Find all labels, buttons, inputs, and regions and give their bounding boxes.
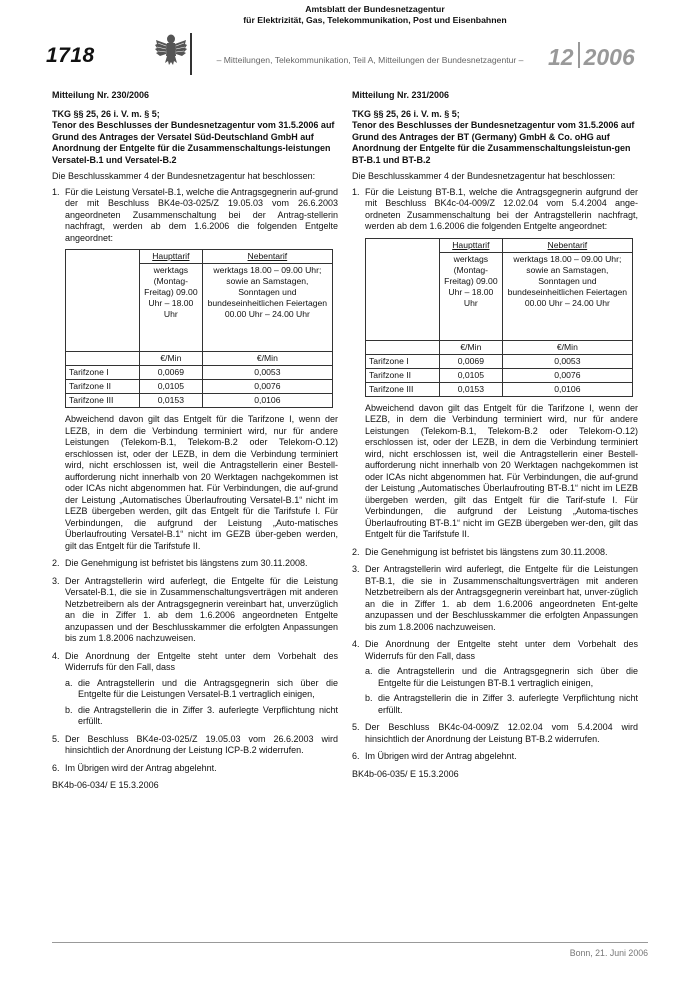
unit-haupt-cell: €/Min [440, 340, 503, 354]
decision-item-5 [52, 734, 338, 757]
item-number: 4. [352, 639, 360, 649]
item-number: 3. [52, 575, 60, 586]
condition-letter: a. [365, 666, 373, 676]
zone-cell: Tarifzone I [66, 366, 140, 380]
table-unit-row [366, 340, 633, 354]
item-number: 3. [352, 564, 360, 574]
neben-value-cell: 0,0053 [502, 354, 632, 368]
decision-list [352, 187, 638, 763]
decision-item-2 [352, 547, 638, 559]
condition-item-b [365, 693, 638, 716]
haupt-value-cell: 0,0153 [440, 382, 503, 396]
journal-title-line1: Amtsblatt der Bundesnetzagentur [305, 4, 445, 14]
unit-empty-cell [66, 352, 140, 366]
item-paragraph: Abweichend davon gilt das Entgelt für die Tarifzone I, wenn der LEZB, in dem die Verbindung terminiert wird, nur für andere Leistungen (Telekom-B.1, Telekom-B.2 oder Telekom-O.12) erschlossen ist, oder der LEZB, in dem die Verbindung terminiert wird, nicht erschlossen ist, weil die Antragstellerin einer Bestell-aufforderung nicht innerhalb von 20 Werktagen nachgekommen ist oder ICAs nicht abgenommen hat. Für Verbindungen, die auf-grund der Leistung „Automatisches Überlaufrouting Versatel-B.1“ nicht im LEZB übergeben werden, gilt das Entgelt für die Tarifstufe I. Für Verbindungen, die aufgrund der Leistung „Auto-matisches Überlaufrouting Versatel-B.1“ nicht im GEZB über-geben werden, gilt das Entgelt für die Tarifstufe II. [65, 414, 338, 551]
neben-value-cell: 0,0106 [202, 394, 332, 408]
item-number: 5. [52, 733, 60, 744]
item-text: Für die Leistung Versatel-B.1, welche die Antragsgegnerin auf-grund der mit Beschluss BK4e-03-025/Z 19.05.03 vom 26.6.2003 angeordneten Zusammenschaltung bei der Antrag-stellerin nachfragt, werden ab dem 1.6.2006 die folgenden Entgelte angeordnet: [65, 186, 338, 243]
neben-time-cell: werktags 18.00 – 09.00 Uhr; sowie an Samstagen, Sonntagen und bundeseinheitlichen Feiertagen 00.00 Uhr – 24.00 Uhr [502, 252, 632, 340]
journal-subtitle: – Mitteilungen, Telekommunikation, Teil A, Mitteilungen der Bundesnetzagentur – [216, 55, 524, 65]
col-header-nebentarif: Nebentarif [502, 238, 632, 252]
decision-item-4 [352, 639, 638, 716]
rate-table [65, 249, 333, 408]
issue-separator [578, 42, 580, 68]
notice-number: Mitteilung Nr. 230/2006 [52, 90, 150, 100]
notice-intro: Die Beschlusskammer 4 der Bundesnetzagentur hat beschlossen: [52, 171, 316, 181]
item-text: Die Anordnung der Entgelte steht unter dem Vorbehalt des Widerrufs für den Fall, dass [65, 650, 338, 672]
notice-heading [352, 109, 638, 167]
item-text: Der Beschluss BK4e-03-025/Z 19.05.03 vom 26.6.2003 wird hinsichtlich der Anordnung der Leistung ICP-B.2 widerrufen. [65, 733, 338, 755]
item-number: 1. [352, 186, 360, 197]
decision-item-5 [352, 722, 638, 745]
col-header-haupttarif: Haupttarif [140, 250, 203, 264]
unit-haupt-cell: €/Min [140, 352, 203, 366]
footer-divider [52, 942, 648, 943]
decision-item-4 [52, 651, 338, 728]
item-text: Im Übrigen wird der Antrag abgelehnt. [365, 751, 517, 761]
haupt-value-cell: 0,0105 [140, 380, 203, 394]
item-text: Die Genehmigung ist befristet bis längstens zum 30.11.2008. [65, 558, 308, 568]
condition-list [365, 666, 638, 716]
table-row [66, 380, 333, 394]
column-right [352, 90, 638, 780]
item-text: Für die Leistung BT-B.1, welche die Antragsgegnerin aufgrund der mit Beschluss BK4c-04-009/Z 12.02.04 vom 5.4.2004 ange-ordneten Zusammenschaltung bei der Antragstellerin nachfragt, werden ab dem 1.6.2006 die folgenden Entgelte angeordnet: [365, 186, 638, 231]
item-number: 6. [352, 751, 360, 761]
condition-list [65, 678, 338, 728]
unit-neben-cell: €/Min [202, 352, 332, 366]
decision-item-3 [52, 576, 338, 645]
condition-letter: b. [65, 704, 73, 715]
unit-neben-cell: €/Min [502, 340, 632, 354]
notice-number: Mitteilung Nr. 231/2006 [352, 90, 450, 100]
table-row [66, 366, 333, 380]
federal-eagle-icon [154, 30, 188, 68]
decision-item-1 [52, 187, 338, 553]
item-number: 6. [52, 762, 60, 773]
table-row [366, 354, 633, 368]
item-number: 2. [52, 558, 60, 568]
item-text: Die Genehmigung ist befristet bis längstens zum 30.11.2008. [365, 546, 608, 557]
haupt-value-cell: 0,0153 [140, 394, 203, 408]
col-header-nebentarif: Nebentarif [202, 250, 332, 264]
zone-cell: Tarifzone I [366, 354, 440, 368]
zone-cell: Tarifzone II [366, 368, 440, 382]
table-unit-row [66, 352, 333, 366]
neben-value-cell: 0,0076 [202, 380, 332, 394]
decision-item-2 [52, 558, 338, 570]
notice-intro: Die Beschlusskammer 4 der Bundesnetzagentur hat beschlossen: [352, 171, 616, 181]
decision-item-3 [352, 564, 638, 633]
notice-legal-basis: TKG §§ 25, 26 i. V. m. § 5; [352, 108, 460, 119]
table-row [366, 368, 633, 382]
haupt-value-cell: 0,0105 [440, 368, 503, 382]
table-empty-cell [366, 238, 440, 340]
item-number: 4. [52, 650, 60, 661]
item-text: Im Übrigen wird der Antrag abgelehnt. [65, 762, 217, 773]
case-reference: BK4b-06-034/ E 15.3.2006 [52, 780, 159, 790]
item-number: 1. [52, 186, 60, 197]
zone-cell: Tarifzone III [366, 382, 440, 396]
item-number: 2. [352, 546, 360, 557]
item-text: Die Anordnung der Entgelte steht unter dem Vorbehalt des Widerrufs für den Fall, dass [365, 639, 638, 661]
condition-item-a [65, 678, 338, 701]
item-paragraph: Abweichend davon gilt das Entgelt für die Tarifzone I, wenn der LEZB, in dem die Verbindung terminiert wird, nur für andere Leistungen (Telekom-B.1, Telekom-B.2 oder Telekom-O.12) erschlossen ist, oder der LEZB, in dem die Verbindung terminiert wird, nicht erschlossen ist, weil die Antragstellerin einer Bestell-aufforderung nicht innerhalb von 20 Werktagen nachgekommen ist oder ICAs nicht abgenommen hat. Für Verbindungen, die auf-grund der Leistung „Automatisches Überlaufrouting BT-B.1“ nicht im LEZB übergeben werden, gilt das Entgelt für die Tarif-stufe I. Für Verbindungen, die aufgrund der Leistung „Automa-tisches Überlaufrouting BT-B.1“ nicht im GEZB übergeben wer-den, gilt das Entgelt für die Tarifstufe II. [365, 402, 638, 539]
condition-text: die Antragstellerin und die Antragsgegnerin sich über die Entgelte für die Leistungen BT-B.1 vertraglich einigen, [378, 666, 638, 688]
neben-value-cell: 0,0053 [202, 366, 332, 380]
haupt-value-cell: 0,0069 [140, 366, 203, 380]
table-header-row [66, 250, 333, 264]
neben-time-cell: werktags 18.00 – 09.00 Uhr; sowie an Samstagen, Sonntagen und bundeseinheitlichen Feiertagen 00.00 Uhr – 24.00 Uhr [202, 264, 332, 352]
condition-item-a [365, 666, 638, 689]
rate-table [365, 238, 633, 397]
col-header-haupttarif: Haupttarif [440, 238, 503, 252]
decision-list [52, 187, 338, 775]
table-header-row [366, 238, 633, 252]
condition-text: die Antragstellerin und die Antragsgegnerin sich über die Entgelte für die Leistungen Versatel-B.1 vertraglich einigen, [78, 677, 338, 699]
issue-label [548, 42, 635, 68]
decision-item-6 [352, 751, 638, 763]
haupt-value-cell: 0,0069 [440, 354, 503, 368]
decision-item-1 [352, 187, 638, 541]
table-row [66, 394, 333, 408]
neben-value-cell: 0,0106 [502, 382, 632, 396]
header-divider [190, 33, 192, 75]
issue-year: 2006 [583, 44, 635, 70]
journal-title-line2: für Elektrizität, Gas, Telekommunikation, Post und Eisenbahnen [243, 15, 507, 25]
column-left [52, 90, 338, 792]
page-number: 1718 [46, 44, 95, 67]
table-empty-cell [66, 250, 140, 352]
issue-number: 12 [548, 44, 574, 70]
item-text: Der Antragstellerin wird auferlegt, die Entgelte für die Leistung Versatel-B.1, die sie in Zusammenschaltungsverträgen mit anderen Netzbetreibern als der Antragsgegnerin vereinbart hat, unverzüglich an die in Ziffer 1. ab dem 1.6.2006 angeordneten Entgelte anzupassen und der Beschlusskammer die erfolgten Anpassungen bis zum 1.8.2006 nachzuweisen. [65, 575, 338, 643]
neben-value-cell: 0,0076 [502, 368, 632, 382]
item-text: Der Beschluss BK4c-04-009/Z 12.02.04 vom 5.4.2004 wird hinsichtlich der Anordnung der Leistung BT-B.2 widerrufen. [365, 722, 638, 744]
notice-heading [52, 109, 338, 167]
condition-letter: b. [365, 693, 373, 703]
notice-tenor: Tenor des Beschlusses der Bundesnetzagentur vom 31.5.2006 auf Grund des Antrages der BT (Germany) GmbH & Co. oHG auf Anordnung der Entgelte für die Zusammenschaltungsleistun-gen BT-B.1 und BT-B.2 [352, 120, 635, 165]
condition-text: die Antragstellerin die in Ziffer 3. auferlegte Verpflichtung nicht erfüllt. [78, 704, 338, 726]
journal-title [195, 4, 555, 26]
decision-item-6 [52, 763, 338, 775]
item-text: Der Antragstellerin wird auferlegt, die Entgelte für die Leistungen BT-B.1, die sie in Zusammenschaltungsverträgen mit anderen Netzbetreibern als der Antragsgegnerin vereinbart hat, unver-züglich an die in Ziffer 1. ab dem 1.6.2006 angeordneten Ent-gelte anzupassen und der Beschlusskammer die erfolgten Anpassungen bis zum 1.8.2006 nachzuweisen. [365, 564, 638, 632]
unit-empty-cell [366, 340, 440, 354]
haupt-time-cell: werktags (Montag-Freitag) 09.00 Uhr – 18.00 Uhr [440, 252, 503, 340]
zone-cell: Tarifzone II [66, 380, 140, 394]
condition-text: die Antragstellerin die in Ziffer 3. auferlegte Verpflichtung nicht erfüllt. [378, 693, 638, 715]
footer-place-date: Bonn, 21. Juni 2006 [569, 948, 648, 958]
condition-letter: a. [65, 677, 73, 688]
haupt-time-cell: werktags (Montag-Freitag) 09.00 Uhr – 18.00 Uhr [140, 264, 203, 352]
notice-legal-basis: TKG §§ 25, 26 i. V. m. § 5; [52, 108, 160, 119]
table-row [366, 382, 633, 396]
item-number: 5. [352, 722, 360, 732]
zone-cell: Tarifzone III [66, 394, 140, 408]
condition-item-b [65, 705, 338, 728]
case-reference: BK4b-06-035/ E 15.3.2006 [352, 768, 459, 779]
notice-tenor: Tenor des Beschlusses der Bundesnetzagentur vom 31.5.2006 auf Grund des Antrages der Versatel Süd-Deutschland GmbH auf Anordnung der Entgelte für die Zusammenschaltungs-leistungen Versatel-B.1 und Versatel-B.2 [52, 120, 335, 165]
